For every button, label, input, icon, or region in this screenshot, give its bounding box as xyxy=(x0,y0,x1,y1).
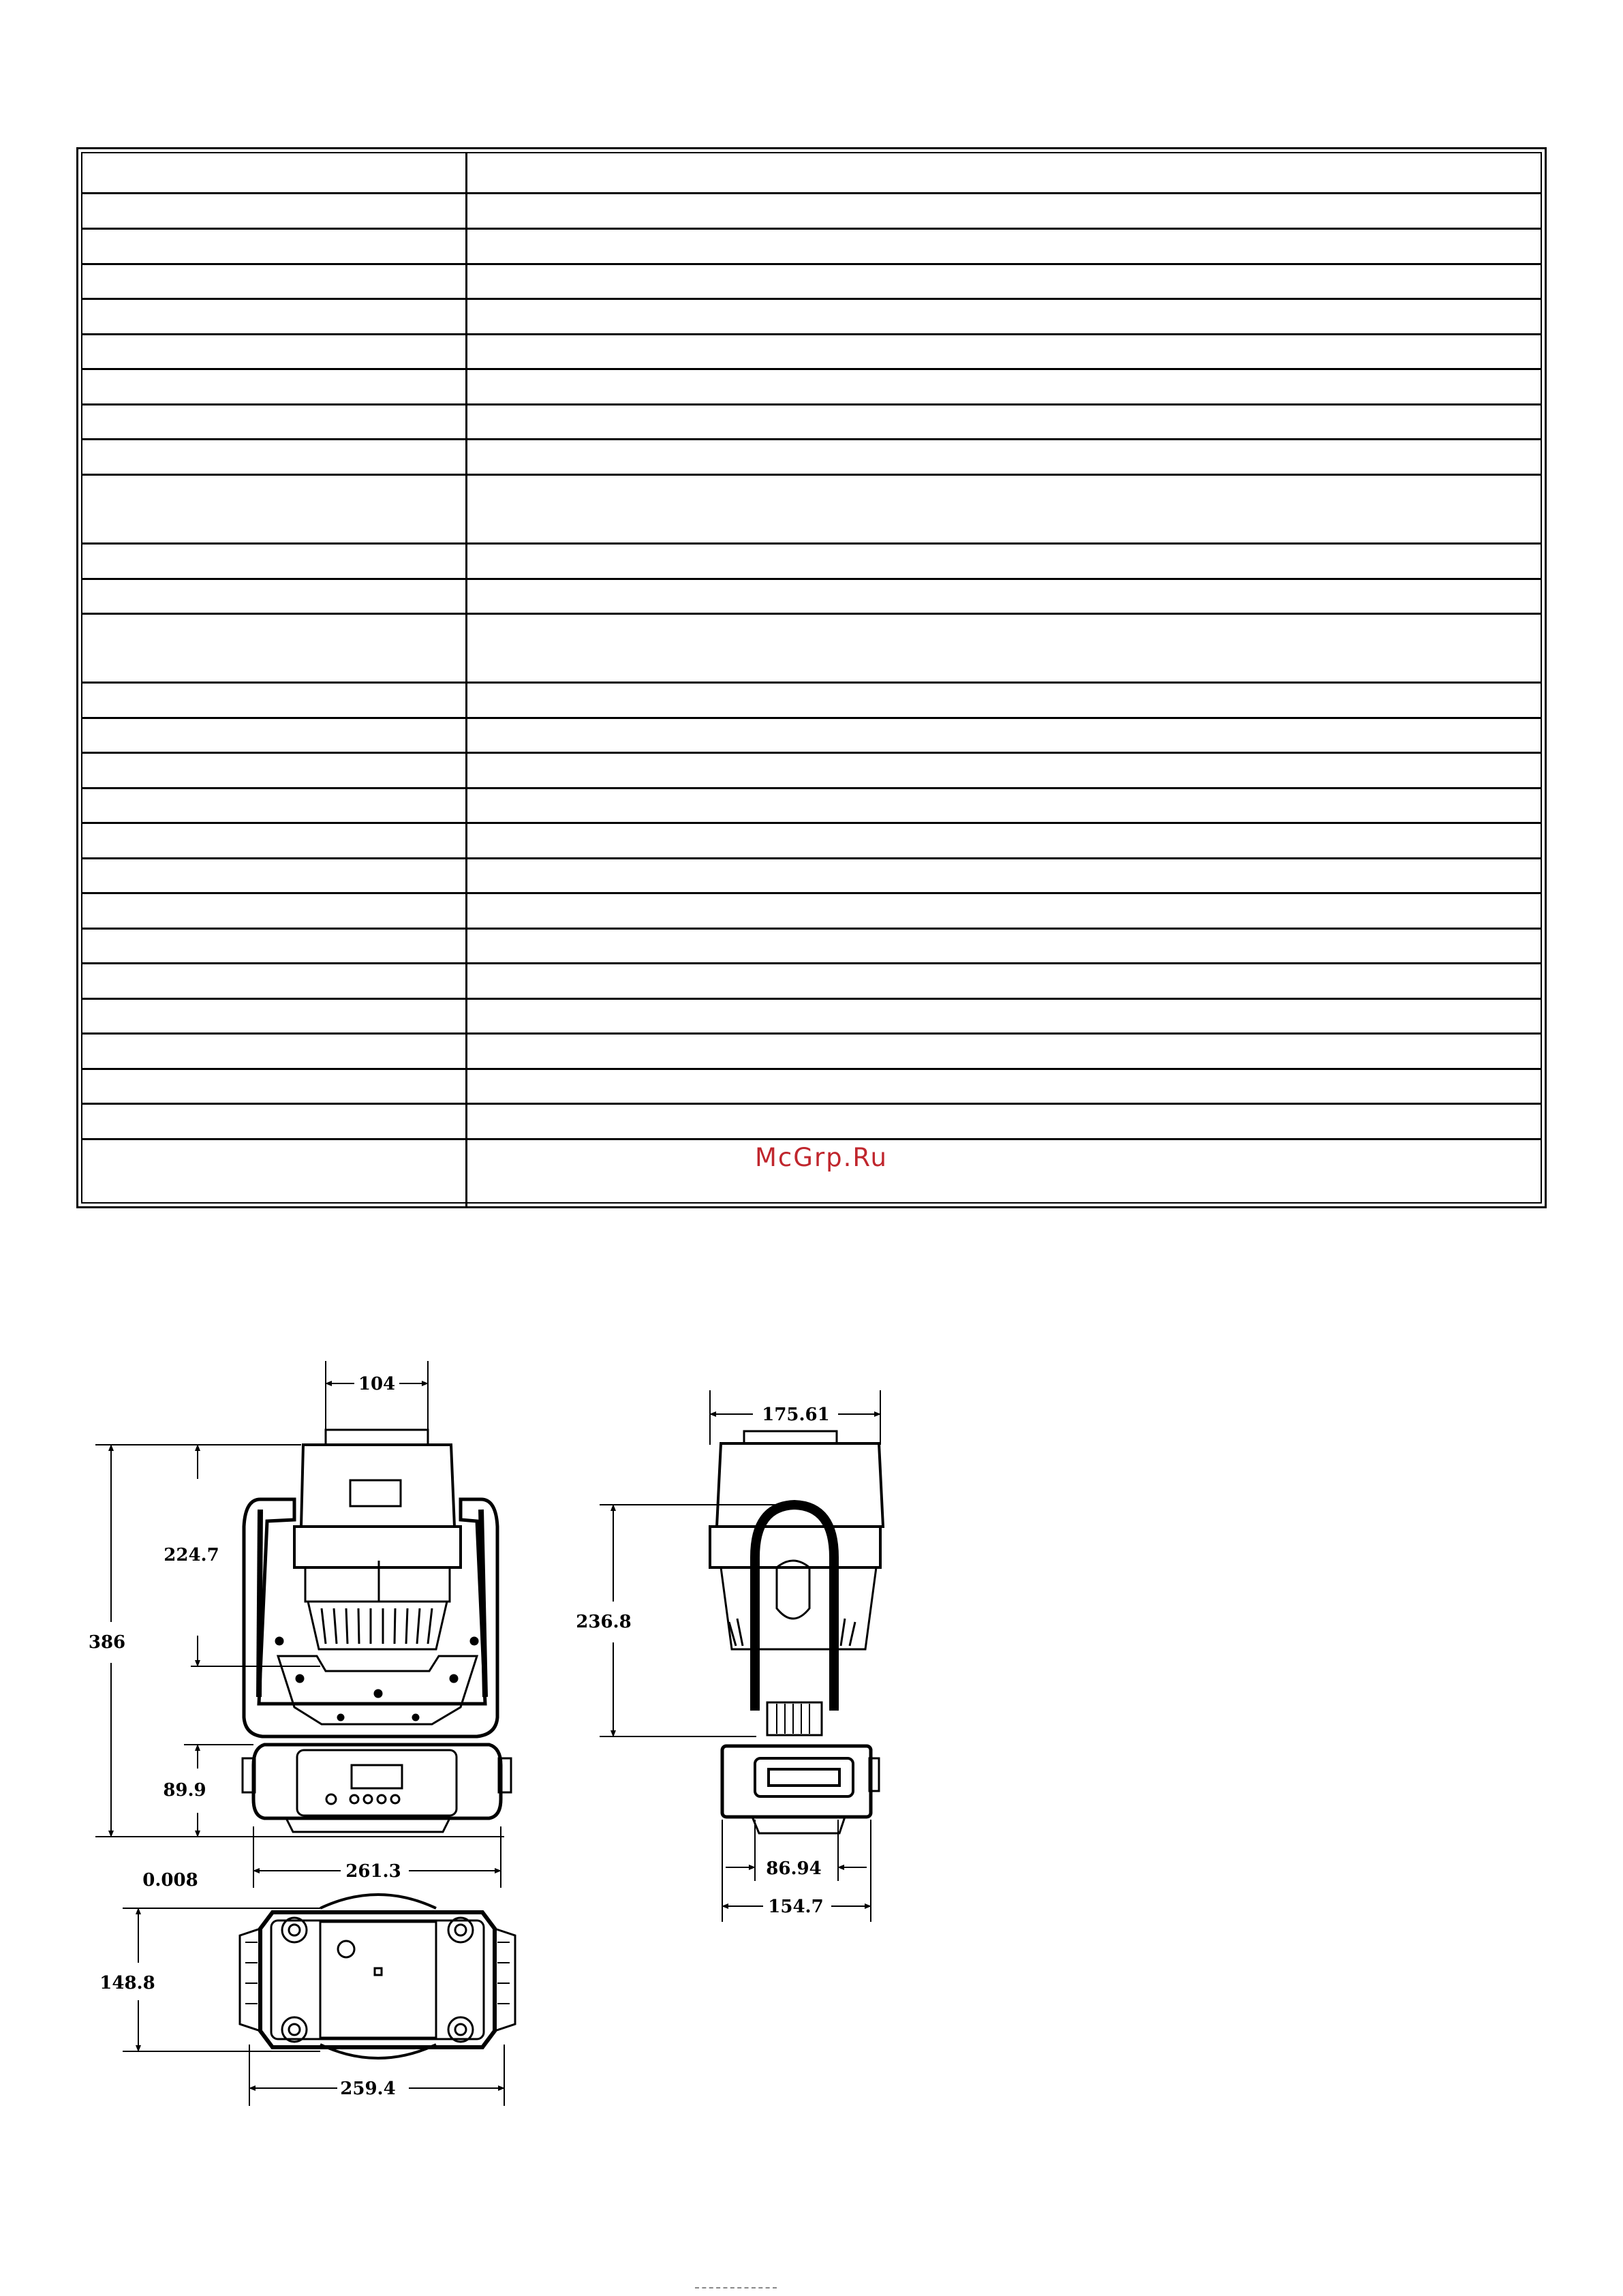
bottom-view xyxy=(240,1895,515,2058)
front-dimensions xyxy=(95,1361,504,1888)
dim-bottom-depth: 148.8 xyxy=(99,1973,155,1993)
side-view xyxy=(710,1431,883,1833)
dim-front-upper-height: 224.7 xyxy=(164,1545,219,1565)
dim-front-total-height: 386 xyxy=(88,1632,126,1653)
dim-front-small-value: 0.008 xyxy=(142,1870,198,1891)
dim-side-height: 236.8 xyxy=(576,1612,632,1632)
bottom-dimensions xyxy=(123,1908,504,2106)
dim-side-base-inner: 86.94 xyxy=(766,1858,822,1879)
watermark: McGrp.Ru xyxy=(755,1143,888,1172)
dim-side-base-width: 154.7 xyxy=(768,1897,824,1917)
footer-marks xyxy=(695,2287,777,2291)
dim-front-top-width: 104 xyxy=(358,1374,396,1394)
dim-front-width: 261.3 xyxy=(345,1861,401,1882)
front-view xyxy=(243,1430,511,1832)
dim-front-base-height: 89.9 xyxy=(163,1780,206,1801)
dim-side-top-width: 175.61 xyxy=(762,1405,830,1425)
dim-bottom-width: 259.4 xyxy=(340,2079,396,2099)
